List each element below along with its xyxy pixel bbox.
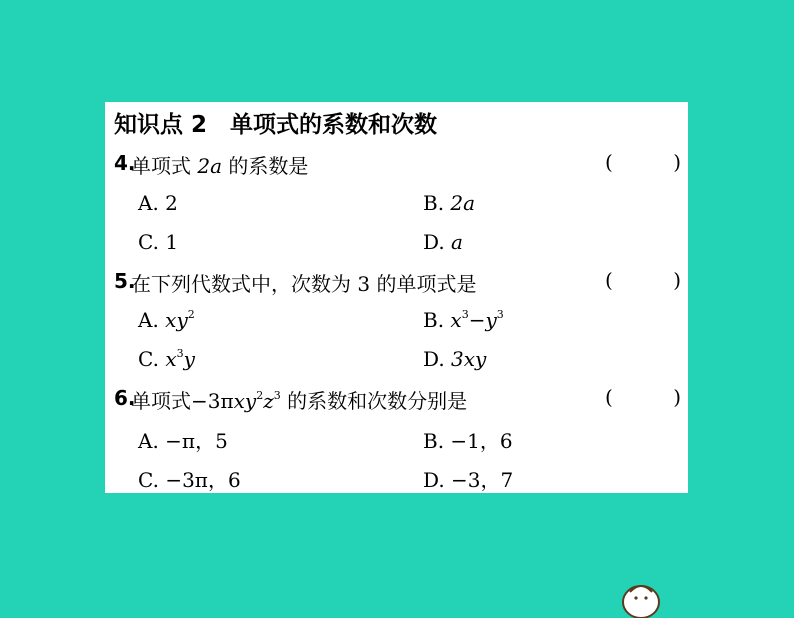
options-row	[105, 301, 688, 339]
option-a[interactable]: A. −π，5	[138, 429, 228, 453]
section-heading: 知识点 2 单项式的系数和次数	[114, 112, 438, 138]
question-number: 4.	[114, 151, 136, 175]
option-b[interactable]: B. 2a	[423, 191, 476, 215]
options-row	[105, 223, 688, 261]
question-4	[105, 144, 688, 182]
option-d[interactable]: D. a	[423, 230, 463, 254]
option-a[interactable]: A. $xy^2$	[138, 308, 195, 332]
question-stem: 在下列代数式中，次数为 3 的单项式是	[131, 272, 477, 296]
mascot-icon	[618, 578, 664, 618]
option-d[interactable]: D. −3，7	[423, 468, 514, 492]
option-b[interactable]: B. −1，6	[423, 429, 513, 453]
option-c[interactable]: C. 1	[138, 230, 179, 254]
options-row	[105, 457, 688, 495]
option-c[interactable]: C. $x^3y$	[138, 347, 195, 371]
option-d[interactable]: D. 3xy	[423, 347, 487, 371]
option-b[interactable]: B. $x^3-y^3$	[423, 308, 504, 332]
question-card	[105, 102, 688, 493]
option-c[interactable]: C. −3π，6	[138, 468, 241, 492]
answer-blank[interactable]: ( )	[605, 268, 681, 292]
options-row	[105, 340, 688, 378]
question-stem: 单项式$-3\pi xy^2z^3$ 的系数和次数分别是	[131, 389, 468, 413]
options-row	[105, 184, 688, 222]
question-number: 5.	[114, 269, 136, 293]
option-a[interactable]: A. 2	[138, 191, 178, 215]
question-5	[105, 262, 688, 300]
question-stem: 单项式 2a 的系数是	[131, 154, 309, 178]
options-row	[105, 418, 688, 456]
answer-blank[interactable]: ( )	[605, 385, 681, 409]
question-number: 6.	[114, 386, 136, 410]
section-heading-row	[105, 102, 688, 140]
answer-blank[interactable]: ( )	[605, 150, 681, 174]
question-6	[105, 379, 688, 417]
